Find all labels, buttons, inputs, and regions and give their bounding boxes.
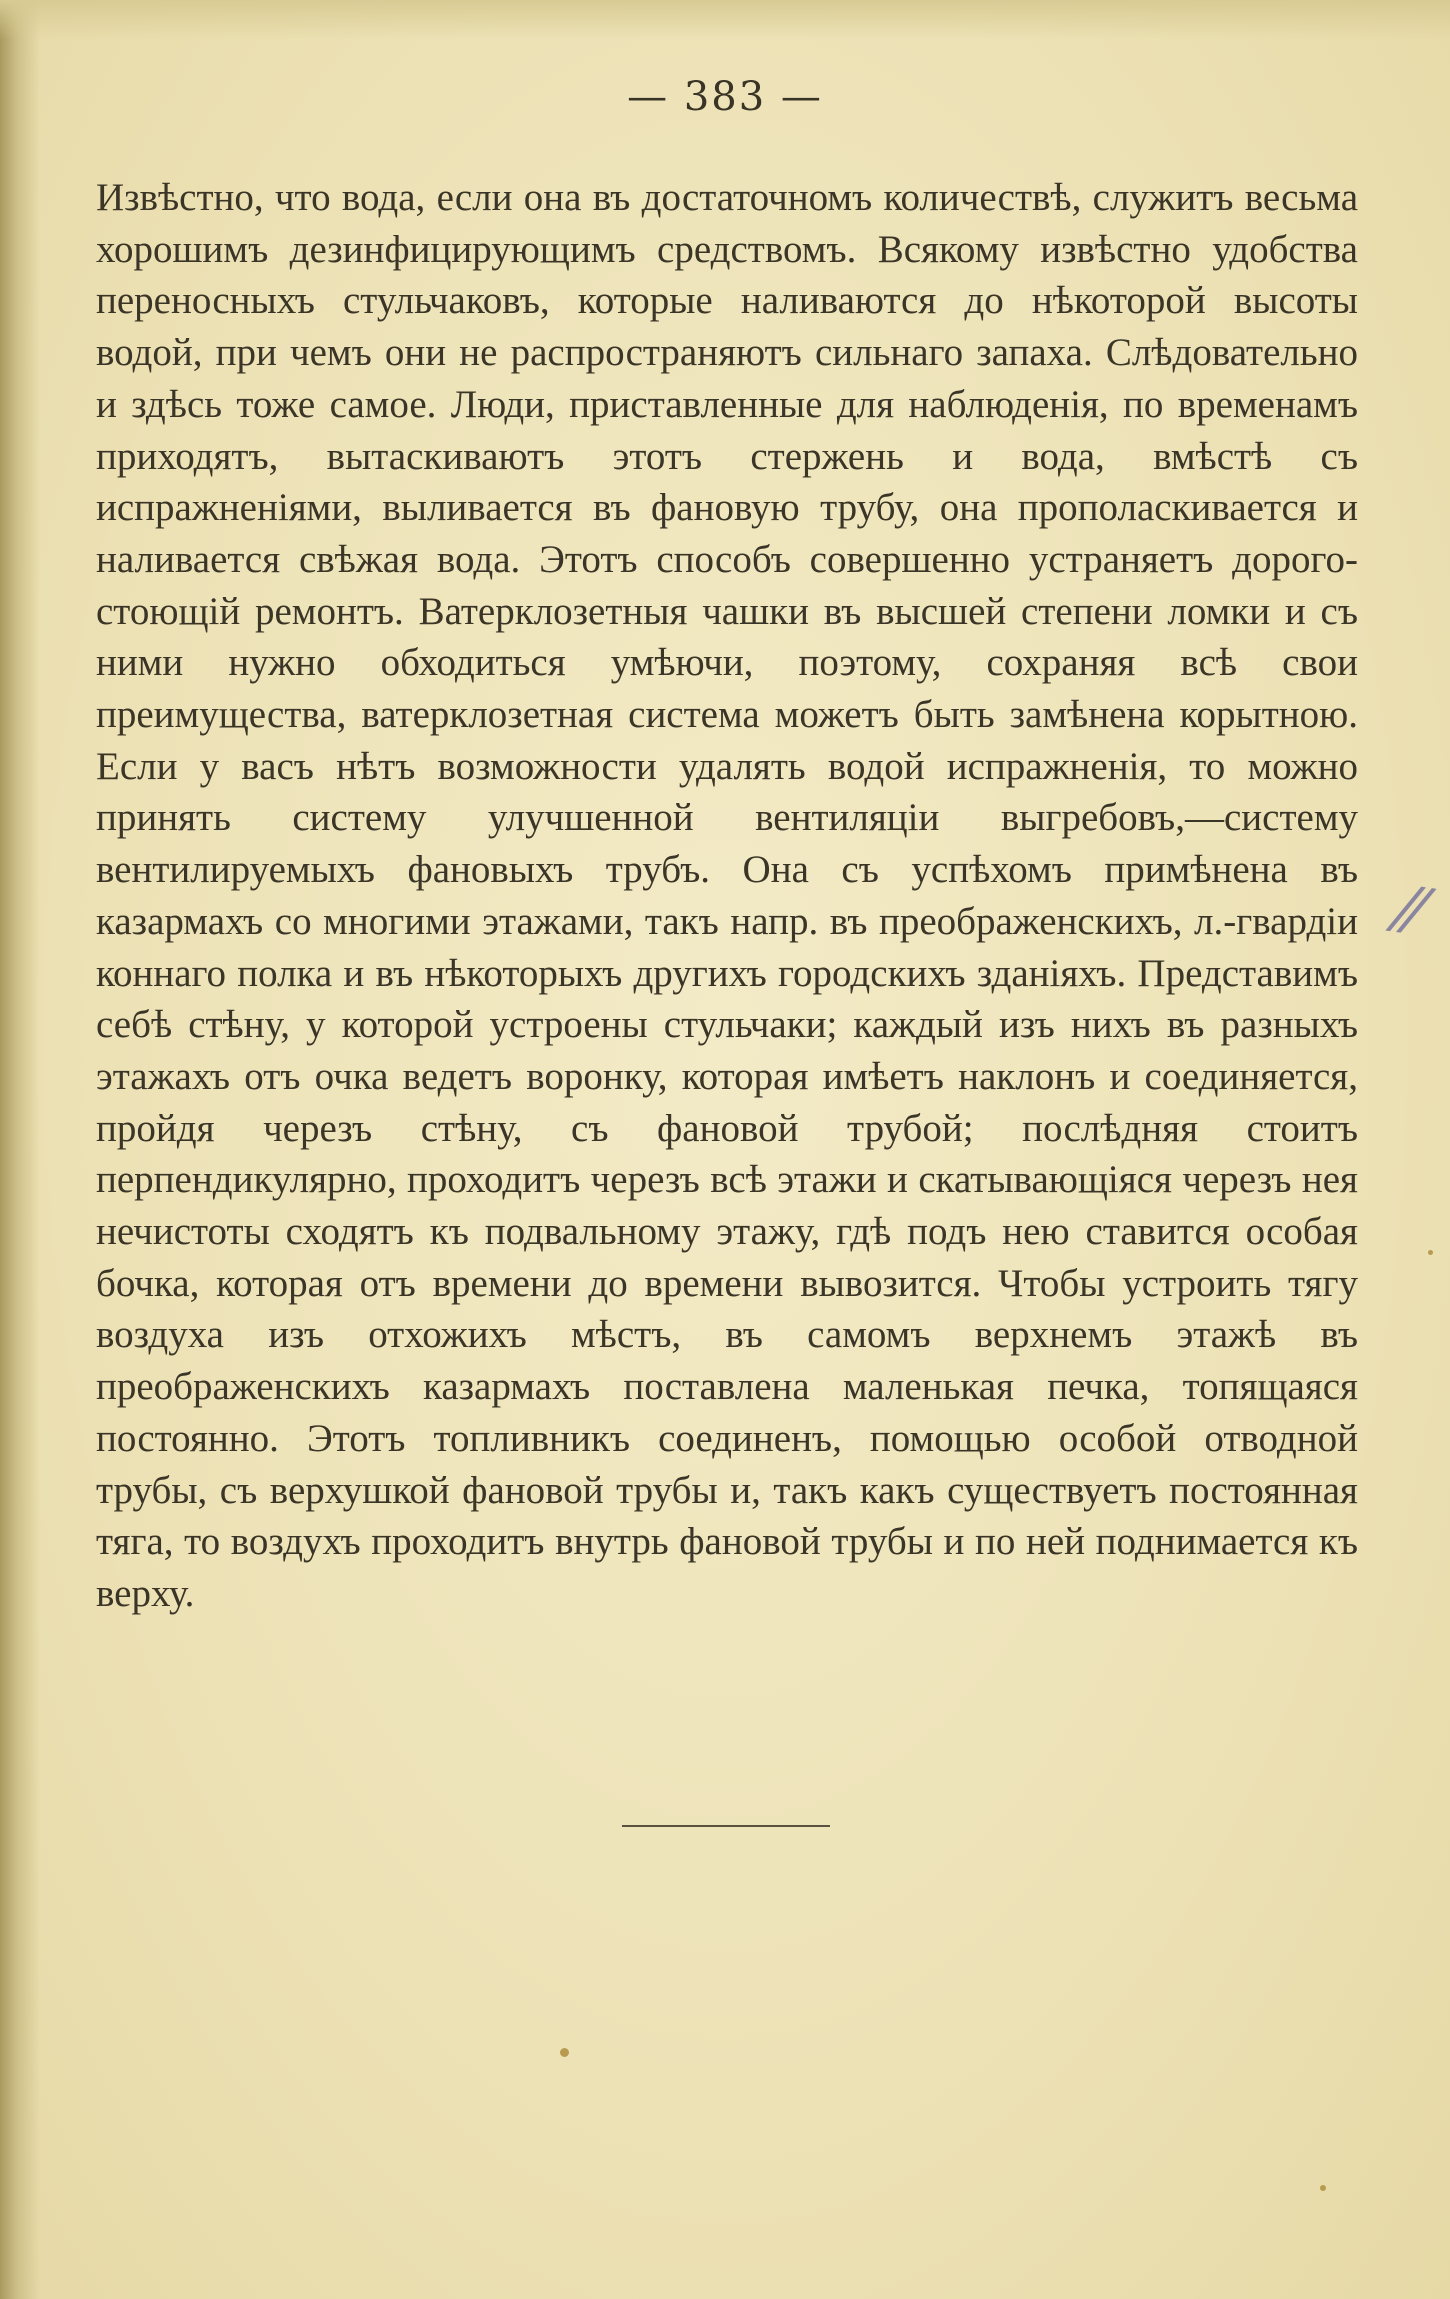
paper-speck [1320,2185,1326,2191]
body-paragraph: Извѣстно, что вода, если она въ достаточномъ количествѣ, служитъ весьма хорошимъ дезинфицирующимъ средствомъ. Всякому извѣстно удобства переносныхъ стульчаковъ, которые наливаются до нѣкоторой высоты водой, при чемъ они не распространяютъ сильнаго запаха. Слѣдовательно и здѣсь тоже самое. Люди, приставленные для наблюденія, по временамъ приходятъ, вытаскиваютъ этотъ стержень и вода, вмѣстѣ съ испражненіями, выливается въ фановую трубу, она прополаскивается и наливается свѣжая вода. Этотъ способъ совершенно устраняетъ дорого-стоющій ремонтъ. Ватерклозетныя чашки въ высшей степени ломки и съ ними нужно обходиться умѣючи, поэтому, сохраняя всѣ свои преимущества, ватерклозетная система можетъ быть замѣнена корытною. Если у васъ нѣтъ возможности удалять водой испражненія, то можно принять систему улучшенной вентиляціи выгребовъ,—систему вентилируемыхъ фановыхъ трубъ. Она съ успѣхомъ примѣнена въ казармахъ со многими этажами, такъ напр. въ преображенскихъ, л.-гвардіи коннаго полка и въ нѣкоторыхъ другихъ городскихъ зданіяхъ. Представимъ себѣ стѣну, у которой устроены стульчаки; каждый изъ нихъ въ разныхъ этажахъ отъ очка ведетъ воронку, которая имѣетъ наклонъ и соединяется, пройдя черезъ стѣну, съ фановой трубой; послѣдняя стоитъ перпендикулярно, проходитъ черезъ всѣ этажи и скатывающіяся черезъ нея нечистоты сходятъ къ подвальному этажу, гдѣ подъ нею ставится особая бочка, которая отъ времени до времени вывозится. Чтобы устроить тягу воздуха изъ отхожихъ мѣстъ, въ самомъ верхнемъ этажѣ въ преображенскихъ казармахъ поставлена маленькая печка, топящаяся постоянно. Этотъ топливникъ соединенъ, помощью особой отводной трубы, съ верхушкой фановой трубы и, такъ какъ существуетъ постоянная тяга, то воздухъ проходитъ внутрь фановой трубы и по ней поднимается къ верху. [96,176,1358,1615]
paper-speck [560,2048,569,2057]
paper-speck [1428,1250,1433,1255]
end-divider [622,1825,830,1827]
binding-shadow [0,0,40,2299]
pencil-mark-icon: ⁄⁄ [1394,873,1427,951]
top-edge-shading [0,0,1450,40]
page-number: — 383 — [627,74,823,120]
